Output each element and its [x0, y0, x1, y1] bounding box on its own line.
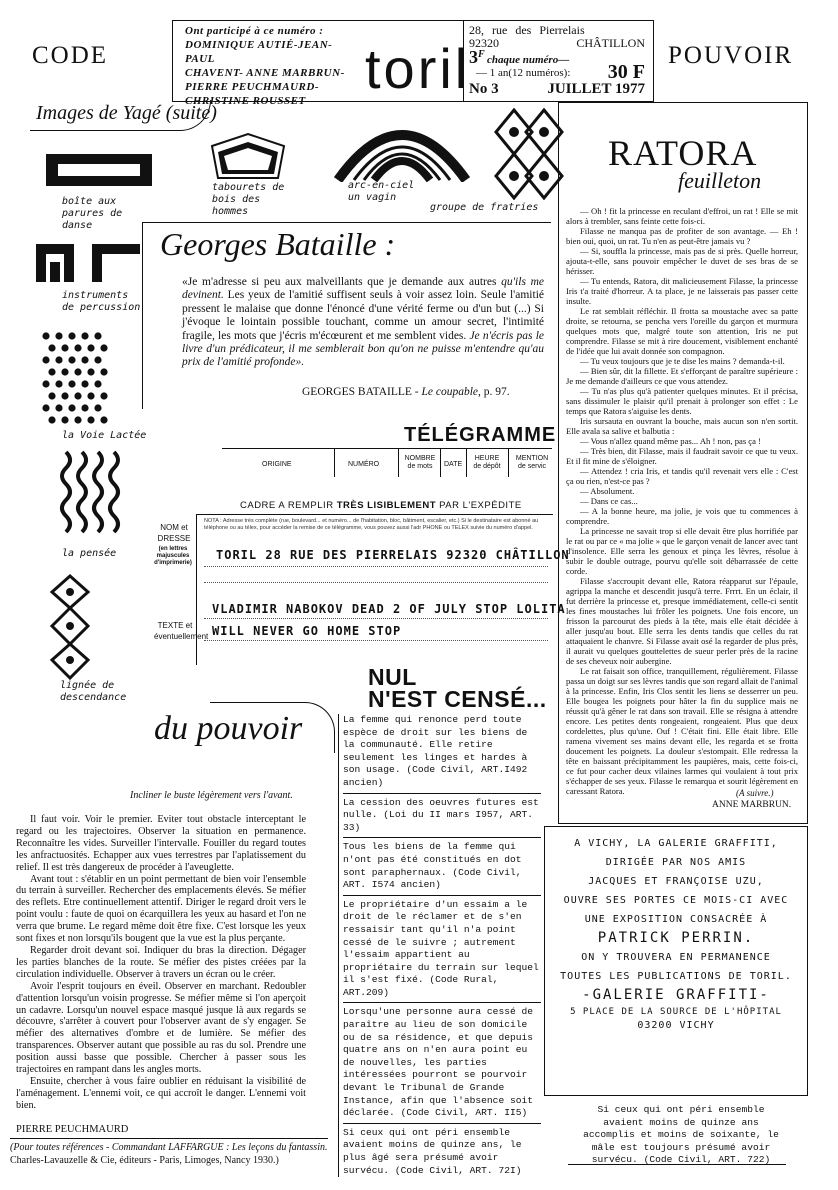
graffiti-line: OUVRE SES PORTES CE MOIS-CI AVEC: [563, 895, 789, 906]
voie-lactee-dot: [81, 332, 88, 339]
images-title-curve: [30, 100, 211, 131]
voie-lactee-dot: [42, 356, 49, 363]
du-pouvoir-subtitle: Incliner le buste légèrement vers l'avant.: [130, 790, 293, 801]
voie-lactee-dot: [87, 392, 94, 399]
nul-article: Le propriétaire d'un essaim a le droit de le réclamer et de s'en ressaisir tant qu'il n'a point cessé de le suivre ; autrement l'essaim appartient au propriétaire du terrain sur lequel il s'est fixé. (Code Rural, ART.209): [343, 898, 539, 998]
voie-lactee-dot: [94, 404, 101, 411]
arc-label: arc-en-ciel un vagin: [348, 180, 415, 203]
telegram-address: TORIL 28 RUE DES PIERRELAIS 92320 CHÂTILLON: [216, 548, 570, 562]
ratora-subtitle: feuilleton: [678, 168, 762, 193]
voie-lactee-dot: [74, 368, 81, 375]
last-article-frame: [568, 1164, 786, 1165]
graffiti-line: JACQUES ET FRANÇOISE UZU,: [588, 876, 764, 887]
boite-label: boîte aux parures de danse: [62, 196, 123, 231]
du-pouvoir-paragraph: Il faut voir. Voir le premier. Eviter tout obstacle interceptant le regard ou les trajectoires. Observer la situation en permanence. Reconnaître les vides. Surveiller l'intervalle. Fouiller du regard toutes les anfractuosités. Echapper aux vues terrestres par l'aplatissement du relief. Il est très dangereux de procéder à l'aveuglette.: [16, 814, 306, 873]
header-left-word: CODE: [32, 42, 109, 69]
ratora-text: [566, 206, 798, 796]
graffiti-line: TOUTES LES PUBLICATIONS DE TORIL.: [560, 971, 792, 982]
telegram-message-1: VLADIMIR NABOKOV DEAD 2 OF JULY STOP LOLITA: [212, 602, 566, 616]
voie-lactee-dot: [55, 380, 62, 387]
voie-lactee-dot: [94, 332, 101, 339]
voie-lactee-dot: [100, 368, 107, 375]
arc-en-ciel-drawing: [332, 120, 472, 182]
nul-title: [368, 666, 547, 710]
nul-article: Lorsqu'une personne aura cessé de paraître au lieu de son domicile ou de sa résidence, et que depuis quatre ans on n'en aura point eu de nouvelles, les parties intéressées pourront se pourvoir devant le Tribunal de Grande Instance, afin que l'absence soit déclarée. (Code Civil, ART. II5): [343, 1006, 533, 1119]
voie-lactee-dot: [87, 368, 94, 375]
ratora-paragraph: — Bien sûr, dit la fillette. Et s'efforçant de paraître supérieure : Je me demande d'ailleurs ce que vous attendez.: [566, 366, 798, 386]
lignee-label: lignée de descendance: [60, 680, 127, 703]
telegram-col-numero: NUMÉRO: [348, 461, 380, 468]
voie-lactee-dot: [94, 380, 101, 387]
issue-info: [463, 21, 649, 101]
voie-lactee-dot: [94, 356, 101, 363]
telegram-nom-label: NOM et DRESSE: [157, 523, 191, 543]
du-pouvoir-paragraph: Ensuite, chercher à vous faire oublier en réduisant la visibilité de l'aménagement. L'ennemi voit, ce qui accroît le danger. L'ennemi voit bien.: [16, 1075, 306, 1111]
fratries-label: groupe de fratries: [430, 202, 539, 213]
voie-lactee-dot: [48, 368, 55, 375]
ratora-paragraph: — Vous n'allez quand même pas... Ah ! non, pas ça !: [580, 436, 761, 446]
telegram-nom-sub: (en lettres majuscules d'imprimerie): [154, 546, 192, 566]
address-line1: 28, rue des Pierrelais: [469, 23, 585, 37]
voie-lactee-dot: [68, 380, 75, 387]
contributors-block: [185, 24, 360, 108]
nul-articles: [338, 714, 541, 1177]
subscription: — 1 an(12 numéros):: [476, 67, 571, 79]
graffiti-line: A VICHY, LA GALERIE GRAFFITI,: [574, 838, 778, 849]
telegram-col-mots: NOMBRE de mots: [404, 455, 436, 470]
voie-lactee-dot: [42, 404, 49, 411]
ratora-title: RATORA: [608, 133, 758, 173]
telegram-title: TÉLÉGRAMME: [404, 424, 557, 446]
ratora-paragraph: Le rat faisait son office, tranquillement, régulièrement. Filasse passa un doigt sur ses lèvres tandis que son regard allait de l'animal à la princesse. Enfin, Iris Clos sentit les liens se desserrer un peu. Elle bougea les poignets pour hâter la fin du supplice mais ne réussit qu'à gêner le rat dans son travail. Elle se résigna à attendre encore. Les petites dents rongeaient, rongeaient. Plus que deux cordelettes, plus qu'une. Ouf ! C'était fini. Elle était libre. Elle ramena vivement ses mains devant elle, les regarda et se frotta doucement les poignets. La douleur s'estompait. Elle redressa la tête en baissant précipitamment les paupières, mais, cette fois-ci, ce fut pour cacher deux vilaines larmes qui voulaient à tout prix s'échapper de ses yeux. Filasse le remarqua et sourit légèrement en caressant Ratora.: [566, 666, 798, 796]
ref-line-2: Charles-Lavauzelle & Cie, éditeurs - Paris, Limoges, Nancy 1930.): [10, 1155, 279, 1166]
voie-lactee-dot: [61, 392, 68, 399]
ratora-paragraph: Filasse s'accroupit devant elle, Ratora réapparut sur l'épaule, agrippa la manche et descendit jusqu'à terre. Frrrt. En un éclair, il fut derrière la princesse et, presque immédiatement, celle-ci sentit les fines moustaches lui frôler les poignets. Une fois encore, un frisson la parcourut des pieds à la tête, mais elle était décidée à aller jusqu'au bout. Elle serra les dents tandis que celles du rat attaquaient le chanvre. Si Filasse avait osé la regarder de plus près, il aurait vu quelques gouttelettes de sueur perler près de la racine de ses cheveux noir aubergine.: [566, 576, 798, 666]
ratora-paragraph: — Tu n'as plus qu'à patienter quelques minutes. Et il précisa, sans dissimuler le plaisir qu'il prenait à prolonger son effet : Le temps que Ratora s'aiguise les dents.: [566, 386, 798, 416]
graffiti-line: 03200 VICHY: [637, 1020, 715, 1031]
voie-lactee-dot: [100, 344, 107, 351]
voie-lactee-dot: [68, 332, 75, 339]
telegram-col-date: DATE: [444, 461, 463, 468]
contributor-line: CHAVENT- ANNE MARBRUN-: [185, 67, 345, 79]
voie-lactee-dot: [74, 392, 81, 399]
du-pouvoir-text: [16, 814, 306, 1112]
toril-logo: toril: [365, 37, 471, 100]
du-pouvoir-title: du pouvoir: [154, 710, 303, 747]
telegram-col-heure: HEURE de dépôt: [473, 455, 501, 470]
ratora-paragraph: — Attendez ! cria Iris, et tandis qu'il revenait vers elle : C'est ça ou rien, n'est-ce pas ?: [566, 466, 798, 486]
ratora-paragraph: Iris sursauta en ouvrant la bouche, mais aucun son n'en sortit. Elle avala sa salive et balbutia :: [566, 416, 798, 436]
voie-lactee-dot: [61, 416, 68, 423]
instruments-label: instruments de percussion: [62, 290, 141, 313]
telegram-header-row: [222, 448, 552, 477]
voie-lactee-dot: [48, 392, 55, 399]
voie-lactee-dot: [68, 404, 75, 411]
graffiti-line: ON Y TROUVERA EN PERMANENCE: [581, 952, 771, 963]
bataille-source: GEORGES BATAILLE - Le coupable, p. 97.: [302, 386, 510, 398]
voie-lactee-dot: [42, 332, 49, 339]
ratora-paragraph: — Tu entends, Ratora, dit malicieusement Filasse, la princesse Iris t'a traité d'horreur. A ta place, je ne laisserais pas passer cette insulte.: [566, 276, 798, 306]
graffiti-line: UNE EXPOSITION CONSACRÉE À: [584, 914, 768, 925]
du-pouvoir-paragraph: Avant tout : s'établir en un point permettant de bien voir l'ensemble du terrain à surveiller. Rechercher des emplacements élevés. Se méfier des reflets. Etre continuellement attentif. Diriger le regard droit vers le point voulu : faute de quoi on écarquillera les yeux au hasard et l'on ne verra que brume. Le regard même doit être fixe. C'est lorsque les yeux sont fixes et non lorsqu'ils bougent que la vue est la plus perçante.: [16, 873, 306, 945]
telegram-note: NOTA : Adresse très complète (rue, boulevard... et numéro... de l'habitation, bloc, bâtiment, escalier, etc.) Si le destinataire est abonné au téléphone ou au télex, pour accéder la remise de ce télégramme, vous pouvez aussi l'adr PHONE ou TELEX suivie du numéro d'appel.: [204, 518, 539, 531]
fratries-drawing: [494, 108, 564, 200]
voie-lactee-dot: [42, 380, 49, 387]
voie-lactee-dot: [81, 356, 88, 363]
ratora-paragraph: — Absolument.: [580, 486, 635, 496]
voie-lactee-drawing: [38, 330, 108, 426]
contributor-line: DOMINIQUE AUTIÉ-JEAN-PAUL: [185, 39, 333, 65]
du-pouvoir-paragraph: Avoir l'esprit toujours en éveil. Observer en marchant. Redoubler d'attention lorsqu'un voisin progresse. Se méfier même si l'on aperçoit un cadavre. Lorsqu'un nouvel espace masqué jusque là aux regards se découvre, s'arrêter à couvert pour l'observer avant de s'y engager. Se méfier des alternatives d'ombre et de lumière. Se méfier des transparences. Observer autant que possible au ras du sol. Prendre une position aussi basse que possible. Chercher à passer sous les trajectoires en rampant dans les angles morts.: [16, 980, 306, 1076]
voie-lactee-dot: [68, 356, 75, 363]
ratora-author: ANNE MARBRUN.: [712, 800, 792, 810]
price-text: chaque numéro—: [487, 54, 570, 66]
ratora-paragraph: — Tu veux toujours que je te dise les mains ? demanda-t-il.: [580, 356, 785, 366]
graffiti-line: PATRICK PERRIN.: [597, 930, 755, 946]
nul-article: Tous les biens de la femme qui n'ont pas été constitués en dot sont paraphernaux. (Code Civil, ART. I574 ancien): [343, 841, 522, 891]
nul-title-line2: N'EST CENSÉ...: [368, 686, 547, 712]
pensee-label: la pensée: [62, 548, 117, 559]
voie-lactee-dot: [100, 392, 107, 399]
voie-lactee-dot: [87, 344, 94, 351]
contributors-title: Ont participé à ce numéro :: [185, 25, 324, 37]
tabourets-drawing: [208, 130, 288, 182]
masthead: [172, 20, 654, 107]
graffiti-text: [552, 834, 800, 1033]
boite-drawing: [44, 152, 154, 188]
nul-article: La cession des oeuvres futures est nulle. (Loi du II mars I957, ART. 33): [343, 796, 539, 833]
ratora-paragraph: Filasse ne manqua pas de profiter de son avantage. — Eh ! bien oui, quoi, un rat. Tu n'en as peut-être jamais vu ?: [566, 226, 798, 246]
ratora-paragraph: La princesse ne savait trop si elle devait être plus horrifiée par le rat ou par ce « ma jolie » que le garçon venait de lancer avec tant d'insolence. Elle serra les genoux et pinça les lèvres, résolue à subir le double outrage, pourvu qu'elle soit débarrassée de cette corde.: [566, 526, 798, 576]
nul-title-line1: NUL: [368, 664, 417, 690]
telegram-texte-label: TEXTE et éventuellement: [154, 621, 209, 641]
voie-lactee-dot: [55, 356, 62, 363]
ratora-paragraph: — Si, souffla la princesse, mais pas de si près. Quelle horreur, ajouta-t-elle, sans pouvoir empêcher le duvet de ses bras de se hérisser.: [566, 246, 798, 276]
graffiti-line: -GALERIE GRAFFITI-: [582, 987, 770, 1003]
pensee-drawing: [56, 450, 126, 540]
bataille-quote: «Je m'adresse si peu aux malveillants que je demande aux autres qu'ils me devinent. Les yeux de l'amitié suffisent seuls à voir assez loin. Seule l'amitié pressent le malaise que donne l'énoncé d'une vérité ferme ou d'un but (...) Si j'évoque le lointain possible touchant, comme un amour secret, l'intimité fragile, les mots que j'écris m'écœurent et me semblent vides. Je n'écris pas le livre d'un prédicateur, il me semblerait bon qu'on ne puisse m'entendre qu'au prix de l'amitié profonde».: [182, 276, 545, 369]
voie-lactee-dot: [87, 416, 94, 423]
issue-date: JUILLET 1977: [547, 81, 645, 97]
ratora-paragraph: Le rat semblait réfléchir. Il frotta sa moustache avec sa patte droite, se retourna, se pencha vers l'oreille du garçon et murmura quelques mots que, malgré toute son attention, Iris ne put comprendre. Filasse se mit à rire doucement, visiblement enchanté de l'idée que lui avait donnée son compagnon.: [566, 306, 798, 356]
ratora-paragraph: — Dans ce cas...: [580, 496, 638, 506]
du-pouvoir-paragraph: Regarder droit devant soi. Indiquer du bras la direction. Dégager les parties blanches de la route. Se méfier des pistes créées par la circulation individuelle. Observer à travers un écran ou le créer.: [16, 944, 306, 980]
ratora-paragraph: — A la bonne heure, ma jolie, je vois que tu commences à comprendre.: [566, 506, 798, 526]
contributor-line: CHRISTINE ROUSSET-: [185, 95, 309, 107]
graffiti-line: 5 PLACE DE LA SOURCE DE L'HÔPITAL: [570, 1007, 782, 1017]
ref-line-1: (Pour toutes références - Commandant LAFFARGUE : Les leçons du fantassin.: [10, 1142, 328, 1153]
telegram-col-origine: ORIGINE: [262, 461, 292, 468]
nul-article: La femme qui renonce perd toute espèce de droit sur les biens de la communauté. Elle retire seulement les linges et hardes à son usage. (Code Civil, ART.I492 ancien): [343, 714, 528, 788]
voie-lactee-dot: [55, 332, 62, 339]
price-prefix: 3: [469, 47, 478, 67]
nul-article: Si ceux qui ont péri ensemble avaient moins de quinze ans, le plus âgé sera présumé avoir survécu. (Code Civil, ART. 72I): [343, 1126, 522, 1176]
voie-lactee-dot: [48, 416, 55, 423]
issue-no: No 3: [469, 81, 499, 97]
last-article: Si ceux qui ont péri ensemble avaient moins de quinze ans accomplis et moins de soixante, le mâle est toujours présumé avoir survécu. (Code Civil, ART. 722): [583, 1104, 779, 1166]
telegram-cadre: CADRE A REMPLIR TRÈS LISIBLEMENT PAR L'EXPÉDITE: [240, 500, 522, 511]
du-pouvoir-references: [10, 1138, 328, 1167]
bataille-title: Georges Bataille :: [160, 226, 396, 262]
telegram-message-2: WILL NEVER GO HOME STOP: [212, 624, 402, 638]
voie-lactee-dot: [81, 380, 88, 387]
address-zip: 92320: [469, 36, 499, 50]
images-title: Images de Yagé (suite): [36, 102, 217, 124]
telegram-col-mention: MENTION de servic: [515, 455, 549, 470]
price-year: 30 F: [607, 61, 645, 83]
voie-lactee-label: la Voie Lactée: [62, 430, 147, 441]
voie-lactee-dot: [61, 344, 68, 351]
header-right-word: POUVOIR: [668, 42, 794, 69]
ratora-paragraph: — Oh ! fit la princesse en reculant d'effroi, un rat ! Elle se mit alors à trembler, sans feinte cette fois-ci.: [566, 206, 798, 226]
address-city: CHÂTILLON: [576, 36, 645, 50]
voie-lactee-dot: [74, 416, 81, 423]
lignee-drawing: [48, 574, 92, 680]
voie-lactee-dot: [81, 404, 88, 411]
voie-lactee-dot: [74, 344, 81, 351]
telegram-body: [196, 514, 553, 665]
du-pouvoir-author: PIERRE PEUCHMAURD: [16, 1124, 129, 1135]
voie-lactee-dot: [100, 416, 107, 423]
instruments-drawing: [34, 240, 144, 284]
voie-lactee-dot: [55, 404, 62, 411]
tabourets-label: tabourets de bois des hommes: [212, 182, 285, 217]
price-line: $3^F$ chaque numéro—: [469, 47, 570, 67]
ratora-suivre: (A suivre.): [736, 788, 774, 798]
ratora-paragraph: — Très bien, dit Filasse, mais il faudrait savoir ce que tu veux. Et il fit mine de s'éloigner.: [566, 446, 798, 466]
voie-lactee-dot: [48, 344, 55, 351]
contributor-line: PIERRE PEUCHMAURD-: [185, 81, 319, 93]
voie-lactee-dot: [61, 368, 68, 375]
graffiti-line: DIRIGÉE PAR NOS AMIS: [605, 857, 747, 868]
